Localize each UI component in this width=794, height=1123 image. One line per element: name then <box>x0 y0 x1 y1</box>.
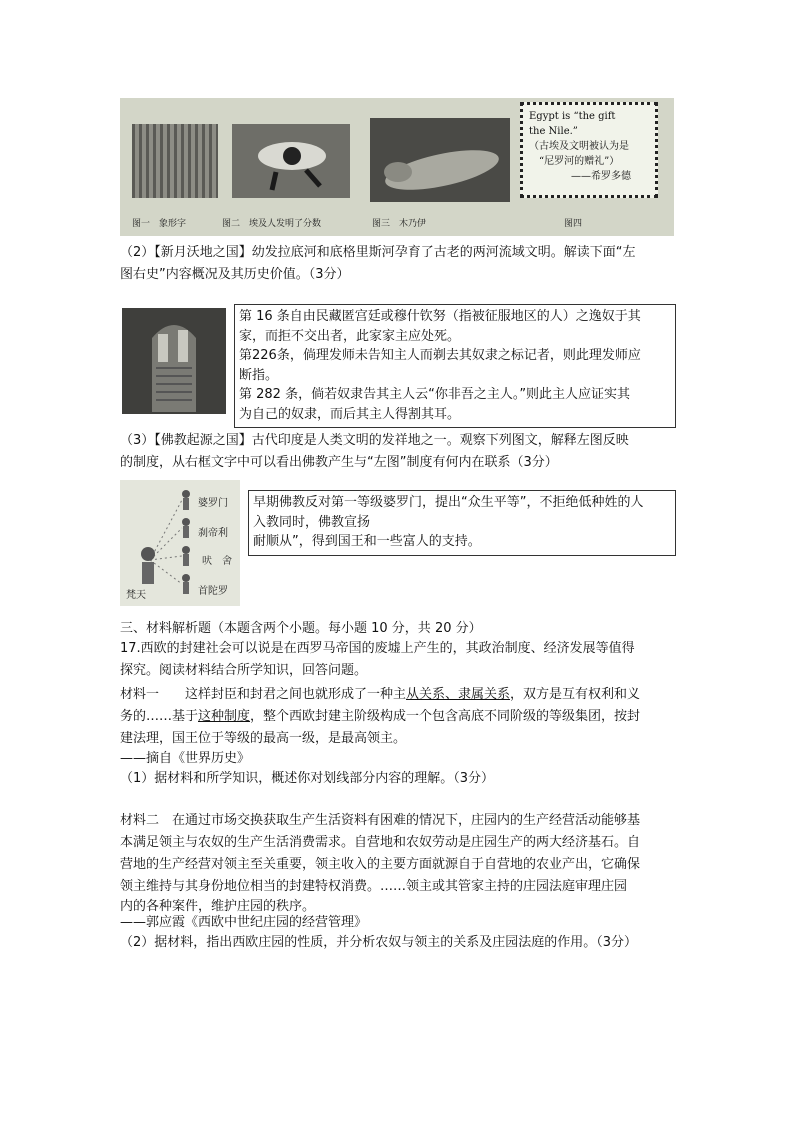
caste-diagram <box>120 480 240 606</box>
hieroglyph-photo <box>132 124 218 198</box>
quote-line-4: “尼罗河的赠礼”） <box>539 156 620 167</box>
caption-figure-4: 图四 <box>564 219 583 229</box>
egypt-image-strip <box>120 98 674 236</box>
quote-line-3: （古埃及文明被认为是 <box>529 141 629 152</box>
q17-line-1: 17.西欧的封建社会可以说是在西罗马帝国的废墟上产生的，其政治制度、经济发展等值得 <box>120 641 635 656</box>
material-2-line-3: 营地的生产经营对领主至关重要，领主收入的主要方面就源自于自营地的农业产出，它确保 <box>120 857 641 872</box>
code-line-1: 第 16 条自由民藏匿宫廷或穆什钦努（指被征服地区的人）之逸奴于其 <box>239 309 641 324</box>
m1-l2-underlined: 这种制度 <box>198 709 251 724</box>
eye-icon <box>232 124 350 198</box>
caste-label-vaishya: 吠 舍 <box>202 556 232 567</box>
caste-label-shudra: 首陀罗 <box>198 586 228 597</box>
buddhism-line-3: 耐顺从”，得到国王和一些富人的支持。 <box>253 534 481 549</box>
quote-line-1: Egypt is “the gift <box>529 111 616 122</box>
material-2-line-4: 领主维持与其身份地位相当的封建特权消费。……领主或其管家主持的庄园法庭审理庄园 <box>120 879 628 894</box>
m1-l1-b: ，双方是互有权利和义 <box>510 687 641 702</box>
material-1-line-3: 建法理，国王位于等级的最高一级，是最高领主。 <box>120 731 407 746</box>
quote-line-2: the Nile.” <box>529 126 578 137</box>
caption-figure-3: 图三 木乃伊 <box>372 219 427 229</box>
code-line-6: 为自己的奴隶，而后其主人得割其耳。 <box>239 406 461 422</box>
hammurabi-code-box <box>234 304 676 428</box>
q3-line-1: （3）【佛教起源之国】古代印度是人类文明的发祥地之一。观察下列图文，解释左图反映 <box>120 433 629 448</box>
caption-figure-1: 图一 象形字 <box>132 219 187 229</box>
buddhism-line-1: 早期佛教反对第一等级婆罗门，提出“众生平等”，不拒绝低种姓的人 <box>253 495 644 510</box>
q17-line-2: 探究。阅读材料结合所学知识，回答问题。 <box>120 663 368 678</box>
caste-label-brahma: 梵天 <box>126 590 146 601</box>
material-2-question: （2）据材料，指出西欧庄园的性质，并分析农奴与领主的关系及庄园法庭的作用。（3分） <box>120 935 638 950</box>
hammurabi-stele-photo <box>122 308 226 414</box>
buddhism-text-box <box>248 490 676 556</box>
material-2-line-5: 内的各种案件，维护庄园的秩序。 <box>120 899 316 914</box>
mummy-photo <box>370 118 510 202</box>
material-2-line-2: 本满足领主与农奴的生产生活消费需求。自营地和农奴劳动是庄园生产的两大经济基石。自 <box>120 835 641 850</box>
material-1-line-1 <box>120 684 640 706</box>
code-line-5: 第 282 条，倘若奴隶告其主人云“你非吾之主人。”则此主人应证实其 <box>239 387 631 402</box>
herodotus-quote-box <box>520 102 658 198</box>
buddhism-line-2: 入教同时，佛教宣扬 <box>253 514 371 530</box>
m1-l1-a: 材料一 这样封臣和封君之间也就形成了一种主 <box>120 687 407 702</box>
q2-line-1: （2）【新月沃地之国】幼发拉底河和底格里斯河孕育了古老的两河流域文明。解读下面“左 <box>120 245 636 260</box>
q2-line-2: 图右史”内容概况及其历史价值。（3分） <box>120 267 350 282</box>
q3-line-2: 的制度，从右框文字中可以看出佛教产生与“左图”制度有何内在联系（3分） <box>120 455 558 470</box>
code-line-4: 断指。 <box>239 367 279 383</box>
material-1-source: ——摘自《世界历史》 <box>120 751 251 766</box>
section-3-heading: 三、材料解析题（本题含两个小题。每小题 10 分，共 20 分） <box>120 621 482 636</box>
code-line-2: 家，而拒不交出者，此家家主应处死。 <box>239 328 461 344</box>
caste-label-brahmin: 婆罗门 <box>198 498 228 509</box>
material-1-question: （1）据材料和所学知识，概述你对划线部分内容的理解。（3分） <box>120 771 495 786</box>
code-line-3: 第226条，倘理发师未告知主人而剃去其奴隶之标记者，则此理发师应 <box>239 348 641 363</box>
m1-l1-underlined: 从关系、隶属关系 <box>406 687 511 702</box>
material-1-line-2 <box>120 706 640 728</box>
caste-label-kshatriya: 刹帝利 <box>198 528 228 539</box>
caption-figure-2: 图二 埃及人发明了分数 <box>222 219 322 229</box>
m1-l2-a: 务的……基于 <box>120 709 199 724</box>
m1-l2-b: ，整个西欧封建主阶级构成一个包含高底不同阶级的等级集团，按封 <box>250 709 641 724</box>
material-2-line-1: 材料二 在通过市场交换获取生产生活资料有困难的情况下，庄园内的生产经营活动能够基 <box>120 813 641 828</box>
material-2-source: ——郭应霞《西欧中世纪庄园的经营管理》 <box>120 915 368 930</box>
eye-of-horus-photo <box>232 124 350 198</box>
quote-line-5: ——希罗多德 <box>571 171 631 182</box>
